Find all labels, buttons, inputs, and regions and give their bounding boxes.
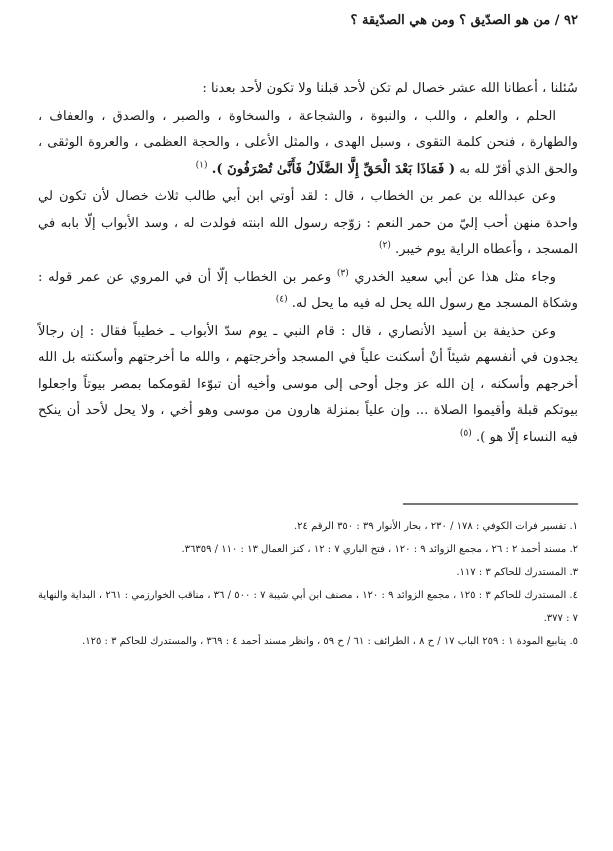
main-text xyxy=(38,76,578,451)
footnote-ref-1[interactable]: (١) xyxy=(195,160,208,171)
footnote-divider xyxy=(403,503,578,505)
paragraph-1 xyxy=(38,76,578,103)
book-page xyxy=(38,10,578,653)
footnote-5: ٥. ينابيع المودة ١ : ٢٥٩ الباب ١٧ / ح ٨ ، الطرائف : ٦١ / ح ٥٩ ، وانظر مسند أحمد ٤ : ٣٦٩ ، والمستدرك للحاكم ٣ : ١٢٥. xyxy=(82,636,578,647)
footnote-3: ٣. المستدرك للحاكم ٣ : ١١٧. xyxy=(456,567,578,578)
paragraph-text: وعن حذيفة بن أسيد الأنصاري ، قال : قام النبي ـ يوم سدّ الأبواب ـ خطيباً فقال : إن رجالاً يجدون في أنفسهم شيئاً أنْ أسكنت علياً في المسجد وأخرجتهم ، والله ما أخرجتهم وأسكنته بل الله أخرجهم وأسكنه ، إن الله عز وجل أوحى إلى موسى وأخيه أن تبوّءا لقومكما بمصر بيوتاً واجعلوا بيوتكم قبلة وأقيموا الصلاة ... وإن علياً بمنزلة هارون من موسى وهو أخي ، ولا يحل لأحد أن ينكح فيه النساء إلّا هو ). xyxy=(38,323,578,445)
paragraph-3 xyxy=(38,184,578,264)
paragraph-text: وعن عبدالله بن عمر بن الخطاب ، قال : لقد أوتي ابن أبي طالب ثلاث خصال لأن تكون لي واحدة منهن أحب إليّ من حمر النعم : زوّجه رسول الله ابنته فولدت له ، وسد الأبواب إلّا بابه في المسجد ، وأعطاه الراية يوم خيبر. xyxy=(38,189,578,257)
footnote-1: ١. تفسير فرات الكوفي : ١٧٨ / ٢٣٠ ، بحار الأنوار ٣٩ : ٣٥٠ الرقم ٢٤. xyxy=(293,521,578,532)
paragraph-text: سُئلنا ، أعطانا الله عشر خصال لم تكن لأحد قبلنا ولا تكون لأحد بعدنا : xyxy=(202,81,578,96)
paragraph-4 xyxy=(38,265,578,318)
footnote-ref-2[interactable]: (٢) xyxy=(378,240,391,251)
footnote-2: ٢. مسند أحمد ٢ : ٢٦ ، مجمع الزوائد ٩ : ١٢٠ ، فتح الباري ٧ : ١٢ ، كنز العمال ١٣ : ١١٠ / ٣٦٣٥٩. xyxy=(181,544,578,555)
paragraph-text: وعمر بن الخطاب إلّا أن في المروي عن عمر قوله : وشكاة المسجد مع رسول الله يحل له فيه ما يحل له. xyxy=(38,269,578,311)
paragraph-text: الحلم ، والعلم ، واللب ، والنبوة ، والشجاعة ، والسخاوة ، والصبر ، والصدق ، والعفاف ، والطهارة ، فنحن كلمة التقوى ، وسبل الهدى ، والمثل الأعلى ، والحجة العظمى ، والعروة الوثقى ، والحق الذي أقرّ لله به xyxy=(38,108,578,177)
paragraph-5 xyxy=(38,319,578,452)
footnotes xyxy=(38,515,578,653)
running-header: ٩٢ / من هو الصدّيق ؟ ومن هي الصدّيقة ؟ xyxy=(350,13,578,28)
footnote-ref-3[interactable]: (٣) xyxy=(336,268,349,279)
paragraph-text: وجاء مثل هذا عن أبي سعيد الخدري xyxy=(354,269,556,285)
footnote-ref-5[interactable]: (٥) xyxy=(459,428,472,439)
footnote-ref-4[interactable]: (٤) xyxy=(275,294,288,305)
quran-verse: ( فَمَاذَا بَعْدَ الْحَقِّ إِلَّا الضَّلَالُ فَأَنَّىٰ تُصْرَفُونَ ). xyxy=(211,161,456,177)
footnote-4: ٤. المستدرك للحاكم ٣ : ١٢٥ ، مجمع الزوائد ٩ : ١٢٠ ، مصنف ابن أبي شيبة ٧ : ٥٠٠ / ٣٦ ، مناقب الخوارزمي : ٢٦١ ، البداية والنهاية ٧ : ٣٧٧. xyxy=(38,590,578,624)
paragraph-2 xyxy=(38,104,578,184)
